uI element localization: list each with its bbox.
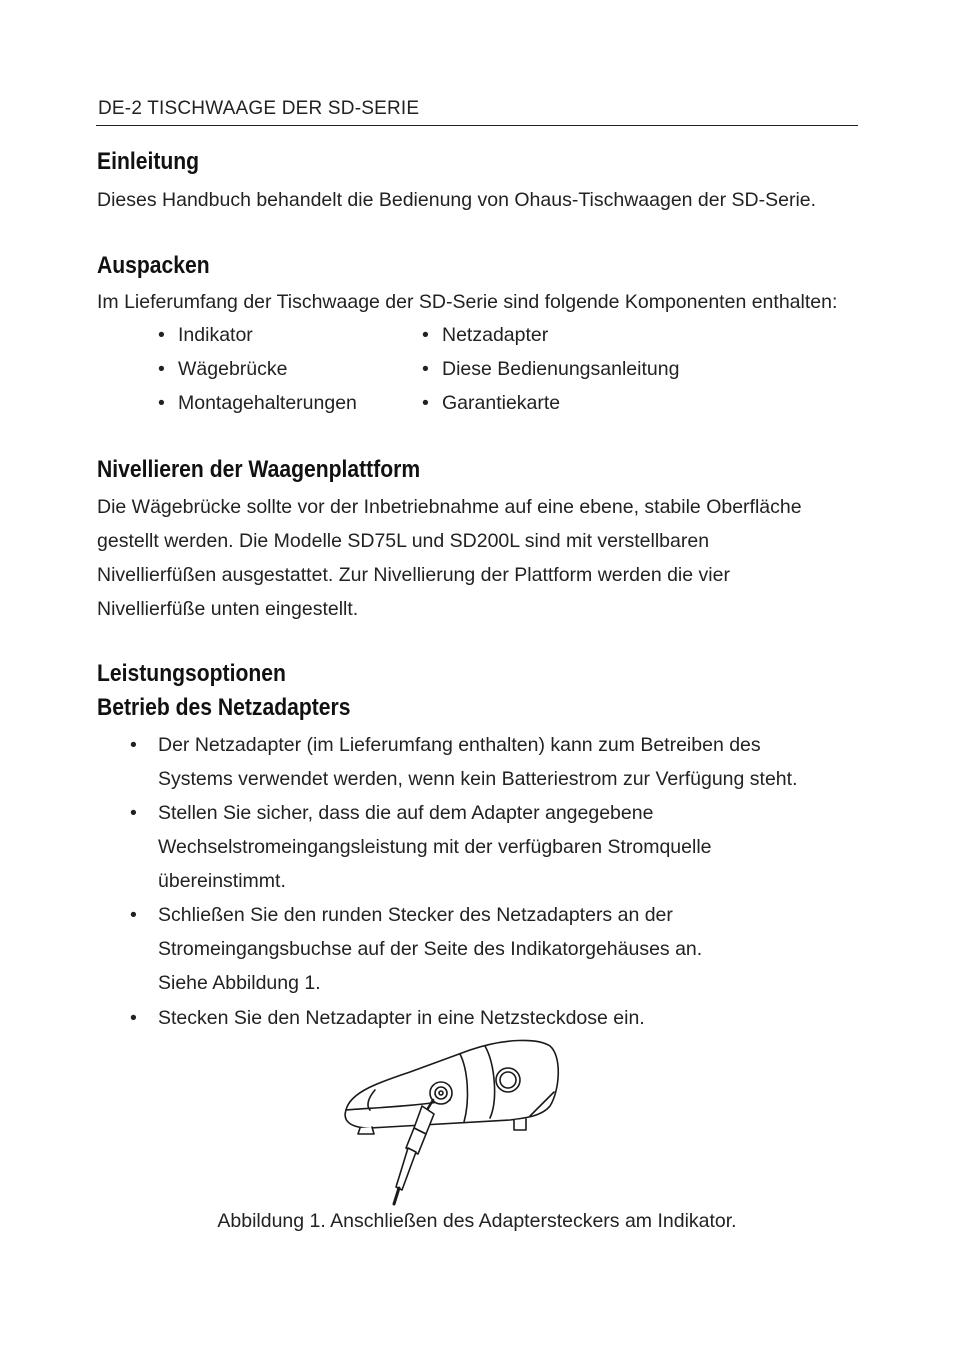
subsection-heading-adapter: Betrieb des Netzadapters [97,694,351,721]
leveling-line: Die Wägebrücke sollte vor der Inbetriebnahme auf eine ebene, stabile Oberfläche [97,496,802,518]
list-item: • Montagehalterungen [158,392,357,414]
list-item: • Netzadapter [422,324,549,346]
bullet-dot: • [130,802,137,824]
leveling-line: Nivellierfüße unten eingestellt. [97,598,359,620]
section-heading-intro: Einleitung [97,148,200,175]
header-rule [96,125,858,126]
list-item: • Indikator [158,324,253,346]
section-heading-power: Leistungsoptionen [97,660,286,687]
list-item: • Garantiekarte [422,392,561,414]
leveling-line: Nivellierfüßen ausgestattet. Zur Nivellierung der Plattform werden die vier [97,564,730,586]
list-item: • Diese Bedienungsanleitung [422,358,680,380]
leveling-line: gestellt werden. Die Modelle SD75L und SD200L sind mit verstellbaren [97,530,710,552]
bullet-dot: • [130,734,137,756]
figure-caption: Abbildung 1. Anschließen des Adaptersteckers am Indikator. [217,1210,737,1232]
bullet-dot: • [130,1007,137,1029]
list-item: • Wägebrücke [158,358,288,380]
running-head: DE-2 TISCHWAAGE DER SD-SERIE [98,98,420,119]
section-heading-unpacking: Auspacken [97,252,210,279]
bullet-dot: • [130,904,137,926]
bullet-item: • Schließen Sie den runden Stecker des Netzadapters an der Stromeingangsbuchse auf der Seite des Indikatorgehäuses an. Siehe Abbildung 1. [130,898,870,1000]
bullet-item: • Der Netzadapter (im Lieferumfang enthalten) kann zum Betreiben des Systems verwendet werden, wenn kein Batteriestrom zur Verfügung steht. [130,728,870,796]
bullet-item: • Stecken Sie den Netzadapter in eine Netzsteckdose ein. [130,1001,870,1035]
intro-paragraph: Dieses Handbuch behandelt die Bedienung von Ohaus-Tischwaagen der SD-Serie. [97,189,817,211]
section-heading-leveling: Nivellieren der Waagenplattform [97,456,421,483]
unpacking-paragraph: Im Lieferumfang der Tischwaage der SD-Serie sind folgende Komponenten enthalten: [97,291,838,313]
bullet-item: • Stellen Sie sicher, dass die auf dem Adapter angegebene Wechselstromeingangsleistung mit der verfügbaren Stromquelle übereinstimmt. [130,796,870,898]
indicator-adapter-plug-illustration [330,1030,580,1210]
